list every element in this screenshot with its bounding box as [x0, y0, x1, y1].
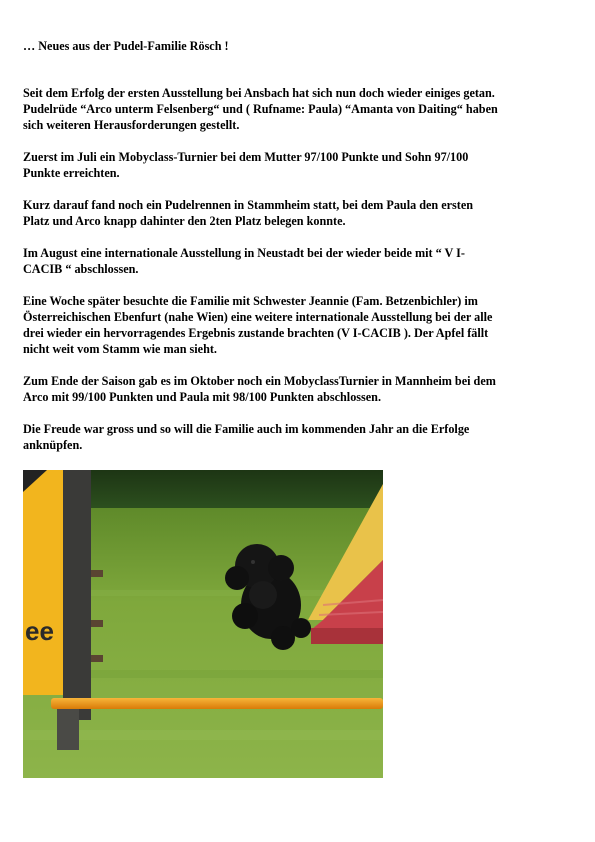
photo-illustration	[23, 470, 383, 778]
paragraph-juli: Zuerst im Juli ein Mobyclass-Turnier bei dem Mutter 97/100 Punkte und Sohn 97/100 Punkte erreichten.	[23, 150, 469, 180]
poodle-agility-photo	[23, 470, 383, 778]
paragraph-pudelrennen: Kurz darauf fand noch ein Pudelrennen in Stammheim statt, bei dem Paula den ersten Platz und Arco knapp dahinter den 2ten Platz belegen konnte.	[23, 198, 474, 228]
hurdle-peg	[91, 570, 103, 577]
paragraph-freude: Die Freude war gross und so will die Familie auch im kommenden Jahr an die Erfolge anknüpfen.	[23, 422, 470, 452]
paragraph-ebenfurt: Eine Woche später besuchte die Familie mit Schwester Jeannie (Fam. Betzenbichler) im Österreichischen Ebenfurt (nahe Wien) eine weitere internationale Ausstellung bei der alle drei wieder ein hervorragendes Ergebnis zustande brachten (V I-CACIB ). Der Apfel fällt nicht weit vom Stamm wie man sieht.	[23, 294, 493, 356]
document-heading: … Neues aus der Pudel-Familie Rösch !	[23, 39, 229, 53]
paragraph-august: Im August eine internationale Ausstellung in Neustadt bei der wieder beide mit “ V I- CACIB “ abschlossen.	[23, 246, 465, 276]
hurdle-pole	[51, 698, 383, 709]
hurdle-post	[63, 470, 91, 720]
paragraph-ansbach: Seit dem Erfolg der ersten Ausstellung bei Ansbach hat sich nun doch wieder einiges getan. Pudelrüde “Arco unterm Felsenberg“ und ( Rufname: Paula) “Amanta von Daiting“ haben sich weiteren Herausforderungen gestellt.	[23, 86, 498, 132]
hurdle-peg	[91, 655, 103, 662]
ramp-edge	[311, 628, 383, 644]
sign-board	[23, 470, 63, 695]
paragraph-oktober: Zum Ende der Saison gab es im Oktober noch ein MobyclassTurnier in Mannheim bei dem Arco mit 99/100 Punkten und Paula mit 98/100 Punkten abschlossen.	[23, 374, 496, 404]
hurdle-peg	[91, 620, 103, 627]
sign-text: ee	[25, 616, 54, 646]
